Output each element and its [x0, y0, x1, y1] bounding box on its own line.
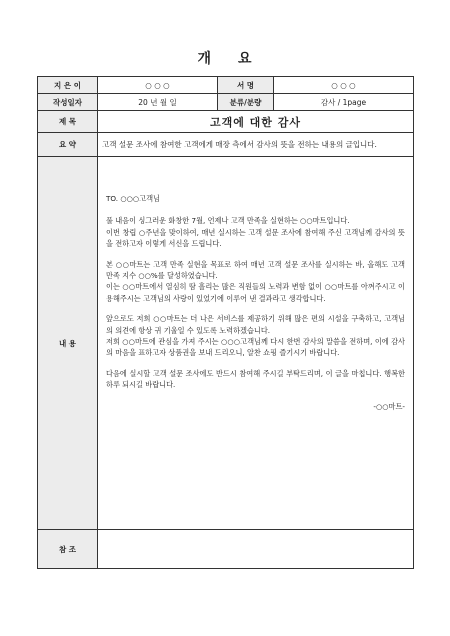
author-row	[38, 77, 414, 94]
signature-line: -○○마트-	[373, 401, 405, 411]
date-label: 작성일자	[38, 94, 98, 111]
content-p3: 본 ○○마트는 고객 만족 실현을 목표로 하여 매년 고객 설문 조사를 실시하는 바, 올해도 고객 만족 지수 ○○%를 달성하였습니다.	[106, 259, 405, 280]
document-title	[0, 48, 450, 68]
title-char-2: 요	[238, 51, 253, 67]
content-p4: 이는 ○○마트에서 열심히 땀 흘리는 많은 직원들의 노력과 변함 없이 ○○마트를 아껴주시고 이용해주시는 고객님의 사랑이 있었기에 이루어 낸 결과라고 생각합니다.	[106, 282, 405, 303]
reference-value	[98, 530, 414, 569]
paragraph-1	[106, 215, 405, 249]
content-p1: 풀 내음이 싱그러운 화창한 7월, 언제나 고객 만족을 실현하는 ○○마트입니다.	[106, 216, 350, 226]
reference-row	[38, 530, 414, 569]
content-body	[98, 157, 414, 530]
date-value: 20 년 월 일	[98, 94, 218, 111]
subject-value: 고객에 대한 감사	[98, 111, 414, 133]
content-row	[38, 157, 414, 530]
summary-label: 요 약	[38, 133, 98, 157]
category-value: 감사 / 1page	[274, 94, 414, 111]
overview-table	[37, 76, 414, 569]
content-p6: 저희 ○○마트에 관심을 가져 주시는 ○○○고객님께 다시 한번 감사의 말씀을 전하며, 이에 감사의 마음을 표하고자 상품권을 보내 드리오니, 알찬 쇼핑 즐기시기 바랍니다.	[106, 336, 405, 358]
signature-label: 서 명	[218, 77, 274, 94]
paragraph-2	[106, 259, 405, 304]
signature-value: ○ ○ ○	[274, 77, 414, 94]
author-value: ○ ○ ○	[98, 77, 218, 94]
subject-label: 제 목	[38, 111, 98, 133]
content-p5: 앞으로도 저희 ○○마트는 더 나은 서비스를 제공하기 위해 많은 편의 시설을 구축하고, 고객님의 의견에 항상 귀 기울일 수 있도록 노력하겠습니다.	[106, 314, 405, 335]
content-label: 내 용	[38, 157, 98, 530]
summary-row	[38, 133, 414, 157]
greeting-line: TO. ○○○고객님	[106, 194, 160, 203]
paragraph-3	[106, 313, 405, 358]
author-label: 지 은 이	[38, 77, 98, 94]
category-label: 분류/분량	[218, 94, 274, 111]
paragraph-4: 다음에 실시할 고객 설문 조사에도 반드시 참여해 주시길 부탁드리며, 이 글을 마칩니다. 행복한 하루 되시길 바랍니다.	[106, 369, 405, 390]
title-char-1: 개	[197, 51, 212, 67]
summary-value: 고객 설문 조사에 참여한 고객에게 매장 측에서 감사의 뜻을 전하는 내용의 글입니다.	[98, 133, 414, 157]
date-row	[38, 94, 414, 111]
subject-row	[38, 111, 414, 133]
content-p2: 이번 창립 ○주년을 맞이하여, 매년 실시하는 고객 설문 조사에 참여해 주신 고객님께 감사의 뜻을 전하고자 이렇게 서신을 드립니다.	[106, 227, 405, 248]
reference-label: 참 조	[38, 530, 98, 569]
